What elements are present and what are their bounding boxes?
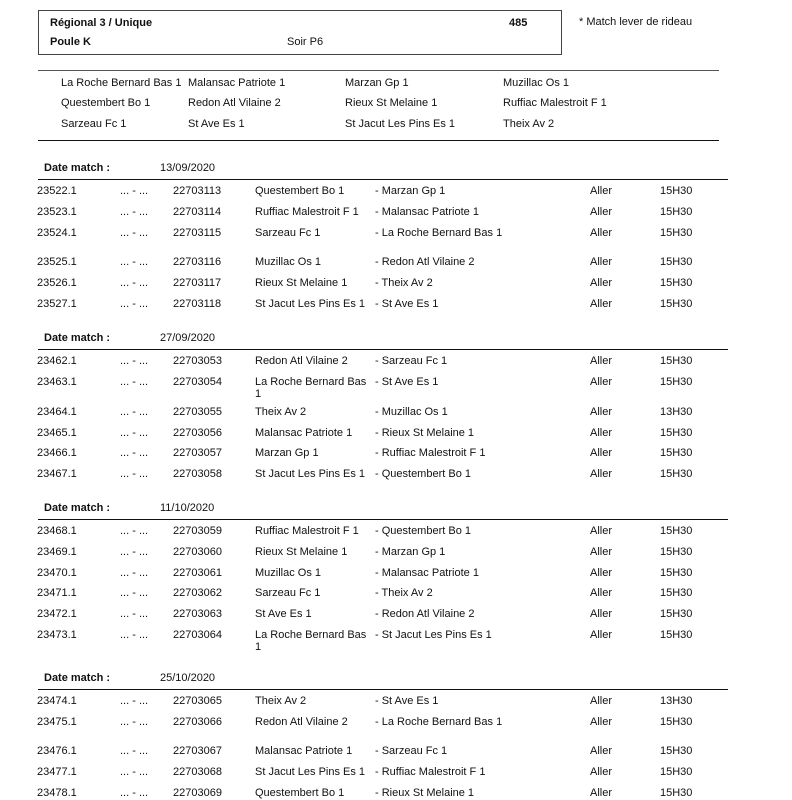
home-team: St Ave Es 1 [255, 608, 312, 620]
match-score: ... - ... [120, 376, 149, 388]
team-item: Questembert Bo 1 [61, 97, 151, 109]
date-match-value: 13/09/2020 [160, 162, 216, 174]
match-score: ... - ... [120, 608, 149, 620]
match-id: 23468.1 [37, 525, 77, 537]
home-team: Redon Atl Vilaine 2 [255, 716, 348, 728]
team-item: St Jacut Les Pins Es 1 [345, 118, 456, 130]
match-score: ... - ... [120, 355, 149, 367]
away-team: - Questembert Bo 1 [375, 525, 471, 537]
match-time: 15H30 [660, 525, 693, 537]
match-leg: Aller [590, 277, 613, 289]
match-leg: Aller [590, 376, 613, 388]
away-team: - St Ave Es 1 [375, 376, 439, 388]
match-leg: Aller [590, 427, 613, 439]
match-leg: Aller [590, 608, 613, 620]
team-item: Muzillac Os 1 [503, 77, 570, 89]
away-team: - La Roche Bernard Bas 1 [375, 227, 503, 239]
match-code: 22703058 [173, 468, 222, 480]
team-item: St Ave Es 1 [188, 118, 245, 130]
home-team: Muzillac Os 1 [255, 567, 322, 579]
match-code: 22703064 [173, 629, 222, 641]
match-id: 23475.1 [37, 716, 77, 728]
match-id: 23474.1 [37, 695, 77, 707]
team-item: Marzan Gp 1 [345, 77, 409, 89]
match-id: 23472.1 [37, 608, 77, 620]
date-match-label: Date match : [44, 672, 111, 684]
away-team: - Marzan Gp 1 [375, 185, 446, 197]
away-team: - Malansac Patriote 1 [375, 206, 479, 218]
match-code: 22703118 [173, 298, 222, 310]
match-time: 15H30 [660, 355, 693, 367]
match-leg: Aller [590, 716, 613, 728]
match-id: 23466.1 [37, 447, 77, 459]
match-score: ... - ... [120, 787, 149, 799]
team-item: Rieux St Melaine 1 [345, 97, 438, 109]
match-id: 23478.1 [37, 787, 77, 799]
match-code: 22703057 [173, 447, 222, 459]
away-team: - Questembert Bo 1 [375, 468, 471, 480]
home-team: Theix Av 2 [255, 406, 307, 418]
match-code: 22703061 [173, 567, 222, 579]
match-score: ... - ... [120, 766, 149, 778]
match-id: 23470.1 [37, 567, 77, 579]
match-code: 22703113 [173, 185, 222, 197]
match-code: 22703065 [173, 695, 222, 707]
match-time: 13H30 [660, 695, 693, 707]
match-score: ... - ... [120, 546, 149, 558]
away-team: - Marzan Gp 1 [375, 546, 446, 558]
match-code: 22703059 [173, 525, 222, 537]
match-code: 22703115 [173, 227, 222, 239]
match-leg: Aller [590, 629, 613, 641]
match-leg: Aller [590, 406, 613, 418]
match-leg: Aller [590, 468, 613, 480]
match-score: ... - ... [120, 185, 149, 197]
home-team: Ruffiac Malestroit F 1 [255, 206, 359, 218]
match-code: 22703062 [173, 587, 222, 599]
away-team: - La Roche Bernard Bas 1 [375, 716, 503, 728]
match-id: 23465.1 [37, 427, 77, 439]
match-score: ... - ... [120, 277, 149, 289]
date-match-value: 11/10/2020 [160, 502, 215, 514]
match-id: 23462.1 [37, 355, 77, 367]
match-code: 22703069 [173, 787, 222, 799]
match-time: 13H30 [660, 406, 693, 418]
away-team: - Theix Av 2 [375, 587, 433, 599]
match-code: 22703114 [173, 206, 222, 218]
home-team: Marzan Gp 1 [255, 447, 319, 459]
match-score: ... - ... [120, 745, 149, 757]
match-time: 15H30 [660, 766, 693, 778]
match-id: 23463.1 [37, 376, 77, 388]
date-match-label: Date match : [44, 502, 111, 514]
date-match-value: 27/09/2020 [160, 332, 216, 344]
match-code: 22703060 [173, 546, 222, 558]
match-code: 22703056 [173, 427, 222, 439]
match-score: ... - ... [120, 716, 149, 728]
match-leg: Aller [590, 695, 613, 707]
match-id: 23526.1 [37, 277, 77, 289]
match-score: ... - ... [120, 447, 149, 459]
match-code: 22703067 [173, 745, 222, 757]
slot-label: Soir P6 [287, 36, 324, 48]
match-time: 15H30 [660, 277, 693, 289]
match-score: ... - ... [120, 629, 149, 641]
match-id: 23473.1 [37, 629, 77, 641]
away-team: - Ruffiac Malestroit F 1 [375, 766, 486, 778]
home-team: St Jacut Les Pins Es 1 [255, 766, 366, 778]
match-leg: Aller [590, 745, 613, 757]
match-id: 23477.1 [37, 766, 77, 778]
away-team: - St Ave Es 1 [375, 695, 439, 707]
match-code: 22703053 [173, 355, 222, 367]
match-code: 22703063 [173, 608, 222, 620]
match-leg: Aller [590, 567, 613, 579]
date-match-label: Date match : [44, 332, 111, 344]
poule-label: Poule K [50, 36, 91, 48]
match-time: 15H30 [660, 256, 693, 268]
match-code: 22703055 [173, 406, 222, 418]
match-code: 22703066 [173, 716, 222, 728]
match-leg: Aller [590, 525, 613, 537]
team-item: Redon Atl Vilaine 2 [188, 97, 281, 109]
match-time: 15H30 [660, 608, 693, 620]
team-item: Theix Av 2 [503, 118, 555, 130]
match-time: 15H30 [660, 546, 693, 558]
match-leg: Aller [590, 355, 613, 367]
home-team: Malansac Patriote 1 [255, 427, 353, 439]
match-code: 22703117 [173, 277, 222, 289]
match-time: 15H30 [660, 567, 693, 579]
teams-list [38, 70, 719, 141]
home-team: St Jacut Les Pins Es 1 [255, 468, 366, 480]
match-score: ... - ... [120, 427, 149, 439]
match-score: ... - ... [120, 406, 149, 418]
match-leg: Aller [590, 447, 613, 459]
match-leg: Aller [590, 227, 613, 239]
match-time: 15H30 [660, 629, 693, 641]
match-time: 15H30 [660, 185, 693, 197]
match-code: 22703116 [173, 256, 222, 268]
home-team: La Roche Bernard Bas 1 [255, 629, 367, 653]
section-divider [38, 519, 728, 520]
team-item: Sarzeau Fc 1 [61, 118, 127, 130]
away-team: - Theix Av 2 [375, 277, 433, 289]
match-score: ... - ... [120, 587, 149, 599]
match-id: 23476.1 [37, 745, 77, 757]
match-id: 23524.1 [37, 227, 77, 239]
section-divider [38, 349, 728, 350]
away-team: - Sarzeau Fc 1 [375, 355, 448, 367]
away-team: - Rieux St Melaine 1 [375, 787, 475, 799]
home-team: St Jacut Les Pins Es 1 [255, 298, 366, 310]
home-team: Redon Atl Vilaine 2 [255, 355, 348, 367]
match-id: 23469.1 [37, 546, 77, 558]
home-team: Theix Av 2 [255, 695, 307, 707]
away-team: - Redon Atl Vilaine 2 [375, 256, 475, 268]
team-item: La Roche Bernard Bas 1 [61, 77, 182, 89]
home-team: Malansac Patriote 1 [255, 745, 353, 757]
competition-header-box [38, 10, 562, 55]
section-divider [38, 179, 728, 180]
match-time: 15H30 [660, 376, 693, 388]
match-time: 15H30 [660, 716, 693, 728]
match-id: 23464.1 [37, 406, 77, 418]
match-time: 15H30 [660, 298, 693, 310]
home-team: Questembert Bo 1 [255, 185, 345, 197]
home-team: Ruffiac Malestroit F 1 [255, 525, 359, 537]
match-score: ... - ... [120, 227, 149, 239]
match-time: 15H30 [660, 427, 693, 439]
match-leg: Aller [590, 787, 613, 799]
match-id: 23525.1 [37, 256, 77, 268]
match-score: ... - ... [120, 256, 149, 268]
match-code: 22703068 [173, 766, 222, 778]
match-id: 23522.1 [37, 185, 77, 197]
match-leg: Aller [590, 256, 613, 268]
match-code: 22703054 [173, 376, 222, 388]
away-team: - Ruffiac Malestroit F 1 [375, 447, 486, 459]
home-team: Sarzeau Fc 1 [255, 587, 321, 599]
match-score: ... - ... [120, 206, 149, 218]
competition-title: Régional 3 / Unique [50, 17, 153, 29]
match-score: ... - ... [120, 567, 149, 579]
match-id: 23527.1 [37, 298, 77, 310]
match-time: 15H30 [660, 468, 693, 480]
home-team: Rieux St Melaine 1 [255, 277, 348, 289]
match-time: 15H30 [660, 227, 693, 239]
match-score: ... - ... [120, 298, 149, 310]
away-team: - Sarzeau Fc 1 [375, 745, 448, 757]
home-team: Sarzeau Fc 1 [255, 227, 321, 239]
home-team: La Roche Bernard Bas 1 [255, 376, 367, 400]
date-match-label: Date match : [44, 162, 111, 174]
match-time: 15H30 [660, 206, 693, 218]
team-item: Malansac Patriote 1 [188, 77, 286, 89]
match-time: 15H30 [660, 745, 693, 757]
match-score: ... - ... [120, 468, 149, 480]
away-team: - Redon Atl Vilaine 2 [375, 608, 475, 620]
match-leg: Aller [590, 766, 613, 778]
match-leg: Aller [590, 185, 613, 197]
match-id: 23471.1 [37, 587, 77, 599]
match-leg: Aller [590, 206, 613, 218]
away-team: - Rieux St Melaine 1 [375, 427, 475, 439]
away-team: - St Ave Es 1 [375, 298, 439, 310]
match-time: 15H30 [660, 787, 693, 799]
match-leg: Aller [590, 546, 613, 558]
match-id: 23523.1 [37, 206, 77, 218]
curtain-raiser-note: * Match lever de rideau [579, 16, 693, 28]
match-id: 23467.1 [37, 468, 77, 480]
home-team: Questembert Bo 1 [255, 787, 345, 799]
date-match-value: 25/10/2020 [160, 672, 216, 684]
competition-number: 485 [509, 17, 528, 29]
match-time: 15H30 [660, 587, 693, 599]
match-leg: Aller [590, 587, 613, 599]
away-team: - Malansac Patriote 1 [375, 567, 479, 579]
home-team: Muzillac Os 1 [255, 256, 322, 268]
match-score: ... - ... [120, 695, 149, 707]
team-item: Ruffiac Malestroit F 1 [503, 97, 607, 109]
match-time: 15H30 [660, 447, 693, 459]
section-divider [38, 689, 728, 690]
away-team: - St Jacut Les Pins Es 1 [375, 629, 492, 641]
match-leg: Aller [590, 298, 613, 310]
match-score: ... - ... [120, 525, 149, 537]
home-team: Rieux St Melaine 1 [255, 546, 348, 558]
away-team: - Muzillac Os 1 [375, 406, 448, 418]
